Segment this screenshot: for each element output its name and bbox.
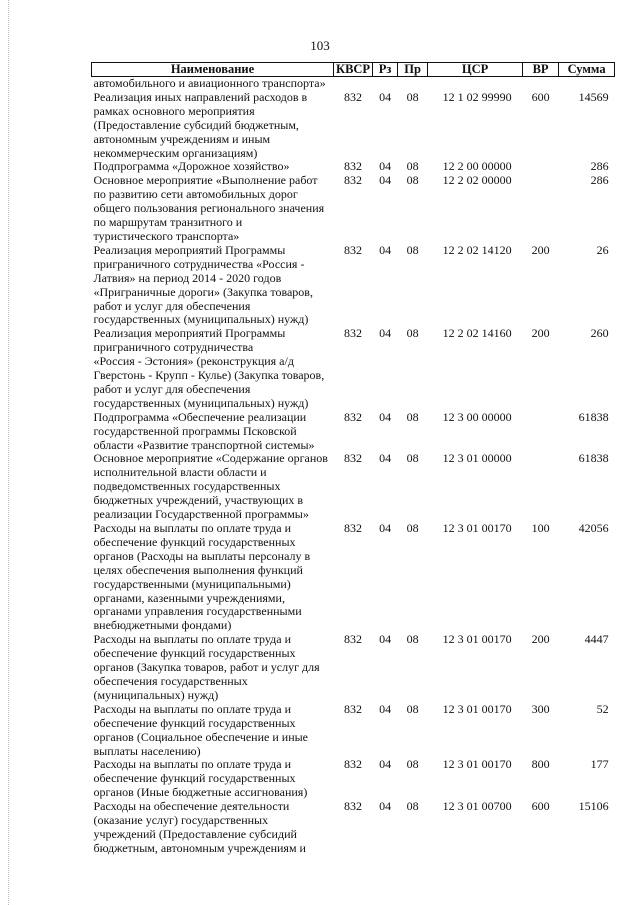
cell-vr: 800	[531, 757, 550, 772]
cell-pr	[398, 77, 428, 91]
table-row	[92, 77, 615, 91]
cell-name: Реализация иных направлений расходов в рамках основного мероприятия (Предоставление субсидий бюджетным, автономным учреждениям и иным некоммерческим организациям)	[93, 89, 308, 160]
cell-name: Основное мероприятие «Содержание органов исполнительной власти области и подведомственных государственных бюджетных учреждений, участвующих в реализации Государственной программы»	[93, 451, 328, 522]
cell-sum: 260	[590, 326, 609, 341]
cell-kvsr: 832	[344, 521, 363, 535]
cell-pr: 08	[406, 159, 419, 174]
cell-name: Расходы на обеспечение деятельности (оказание услуг) государственных учреждений (Предоставление субсидий бюджетным, автономным учреждениям и	[93, 799, 306, 855]
cell-kvsr	[334, 77, 373, 91]
cell-name: Подпрограмма «Обеспечение реализации государственной программы Псковской области «Развитие транспортной системы»	[93, 409, 315, 452]
cell-pr: 08	[406, 242, 419, 257]
cell-rz: 04	[379, 632, 392, 647]
cell-pr: 08	[406, 451, 419, 466]
cell-sum: 61838	[578, 409, 609, 424]
cell-pr: 08	[406, 632, 419, 647]
header-name: Наименование	[92, 63, 334, 77]
page-number: 103	[310, 38, 330, 53]
cell-kvsr: 832	[344, 326, 363, 341]
cell-rz: 04	[379, 89, 392, 104]
cell-name: Расходы на выплаты по оплате труда и обеспечение функций государственных органов (Иные бюджетные ассигнования)	[93, 757, 308, 800]
table-row	[92, 160, 615, 174]
cell-name: Реализация мероприятий Программы приграничного сотрудничества «Россия - Латвия» на период 2014 - 2020 годов «Приграничные дороги» (Закупка товаров, работ и услуг для обеспечения государственных (муниципальных) нужд)	[93, 242, 313, 327]
cell-kvsr: 832	[344, 799, 363, 814]
cell-name: Реализация мероприятий Программы приграничного сотрудничества «Россия - Эстония» (реконструкция а/д Гверстонь - Крупп - Кулье) (Закупка товаров, работ и услуг для обеспечения государственных (муниципальных) нужд)	[93, 326, 325, 410]
cell-csr: 12 2 02 14160	[442, 326, 512, 341]
cell-csr: 12 3 01 00170	[442, 632, 512, 647]
header-kvsr: КВСР	[334, 63, 373, 77]
cell-csr: 12 3 01 00170	[442, 701, 512, 716]
table-row	[92, 91, 615, 161]
cell-vr: 300	[531, 701, 550, 716]
cell-sum: 4447	[584, 632, 609, 647]
cell-pr: 08	[406, 757, 419, 772]
header-pr: Пр	[398, 63, 428, 77]
header-rz: Рз	[373, 63, 398, 77]
cell-sum: 177	[590, 757, 609, 772]
cell-rz: 04	[379, 701, 392, 716]
header-csr: ЦСР	[428, 63, 523, 77]
cell-kvsr: 832	[344, 242, 363, 257]
cell-csr: 12 1 02 99990	[442, 89, 512, 104]
cell-rz: 04	[379, 173, 392, 188]
cell-name: автомобильного и авиационного транспорта»	[93, 76, 326, 90]
cell-kvsr: 832	[344, 701, 363, 716]
cell-name: Основное мероприятие «Выполнение работ по развитию сети автомобильных дорог общего пользования регионального значения по маршрутам транзитного и туристического транспорта»	[93, 173, 325, 243]
cell-csr: 12 2 02 14120	[442, 242, 512, 257]
table-row	[92, 633, 615, 703]
cell-csr: 12 3 01 00000	[442, 451, 512, 466]
cell-vr: 200	[531, 326, 550, 341]
cell-vr	[523, 174, 559, 244]
table-row	[92, 522, 615, 633]
cell-kvsr: 832	[344, 89, 363, 104]
table-body	[92, 77, 615, 856]
table-row	[92, 244, 615, 327]
cell-kvsr: 832	[344, 173, 363, 188]
table-row	[92, 411, 615, 453]
cell-csr	[428, 77, 523, 91]
cell-sum: 61838	[578, 451, 609, 466]
cell-pr: 08	[406, 409, 419, 424]
table-row	[92, 452, 615, 522]
header-sum: Сумма	[559, 63, 615, 77]
cell-vr: 100	[531, 521, 550, 535]
cell-sum: 286	[590, 159, 609, 174]
table-row	[92, 327, 615, 410]
cell-csr: 12 2 02 00000	[442, 173, 512, 188]
cell-sum: 286	[590, 173, 609, 188]
cell-vr	[523, 77, 559, 91]
cell-csr: 12 2 00 00000	[442, 159, 512, 174]
cell-name: Подпрограмма «Дорожное хозяйство»	[93, 159, 290, 174]
cell-vr: 600	[531, 799, 550, 814]
cell-kvsr: 832	[344, 409, 363, 424]
table-header-row	[92, 63, 615, 77]
table-row	[92, 703, 615, 759]
cell-rz: 04	[379, 409, 392, 424]
cell-rz: 04	[379, 799, 392, 814]
cell-pr: 08	[406, 521, 419, 535]
cell-pr: 08	[406, 173, 419, 188]
cell-rz: 04	[379, 242, 392, 257]
cell-vr: 200	[531, 242, 550, 257]
cell-rz: 04	[379, 451, 392, 466]
cell-vr: 200	[531, 632, 550, 647]
cell-sum: 15106	[578, 799, 609, 814]
cell-kvsr: 832	[344, 757, 363, 772]
scan-edge	[8, 0, 10, 905]
table-row	[92, 758, 615, 800]
cell-name: Расходы на выплаты по оплате труда и обеспечение функций государственных органов (Расходы на выплаты персоналу в целях обеспечения выполнения функций государственными (муниципальными) органами, казенными учреждениями, органами управления государственными внебюджетными фондами)	[93, 521, 311, 633]
cell-kvsr: 832	[344, 159, 363, 174]
cell-csr: 12 3 01 00170	[442, 521, 512, 535]
table-row	[92, 174, 615, 244]
header-vr: ВР	[523, 63, 559, 77]
cell-rz: 04	[379, 326, 392, 341]
cell-rz: 04	[379, 159, 392, 174]
cell-vr	[523, 452, 559, 522]
cell-name: Расходы на выплаты по оплате труда и обеспечение функций государственных органов (Закупка товаров, работ и услуг для обеспечения государственных (муниципальных) нужд)	[93, 632, 320, 702]
table-row	[92, 800, 615, 856]
cell-pr: 08	[406, 701, 419, 716]
cell-sum	[559, 77, 615, 91]
cell-name: Расходы на выплаты по оплате труда и обеспечение функций государственных органов (Социальное обеспечение и иные выплаты населению)	[93, 701, 308, 758]
cell-csr: 12 3 01 00170	[442, 757, 512, 772]
cell-kvsr: 832	[344, 632, 363, 647]
cell-sum: 42056	[578, 521, 609, 535]
cell-sum: 52	[596, 701, 609, 716]
cell-rz: 04	[379, 757, 392, 772]
cell-pr: 08	[406, 326, 419, 341]
cell-vr	[523, 160, 559, 174]
cell-rz	[373, 77, 398, 91]
cell-vr: 600	[531, 89, 550, 104]
cell-kvsr: 832	[344, 451, 363, 466]
budget-table	[91, 62, 615, 856]
cell-rz: 04	[379, 521, 392, 535]
cell-sum: 26	[596, 242, 609, 257]
cell-vr	[523, 411, 559, 453]
cell-csr: 12 3 01 00700	[442, 799, 512, 814]
cell-pr: 08	[406, 799, 419, 814]
cell-sum: 14569	[578, 89, 609, 104]
cell-pr: 08	[406, 89, 419, 104]
cell-csr: 12 3 00 00000	[442, 409, 512, 424]
